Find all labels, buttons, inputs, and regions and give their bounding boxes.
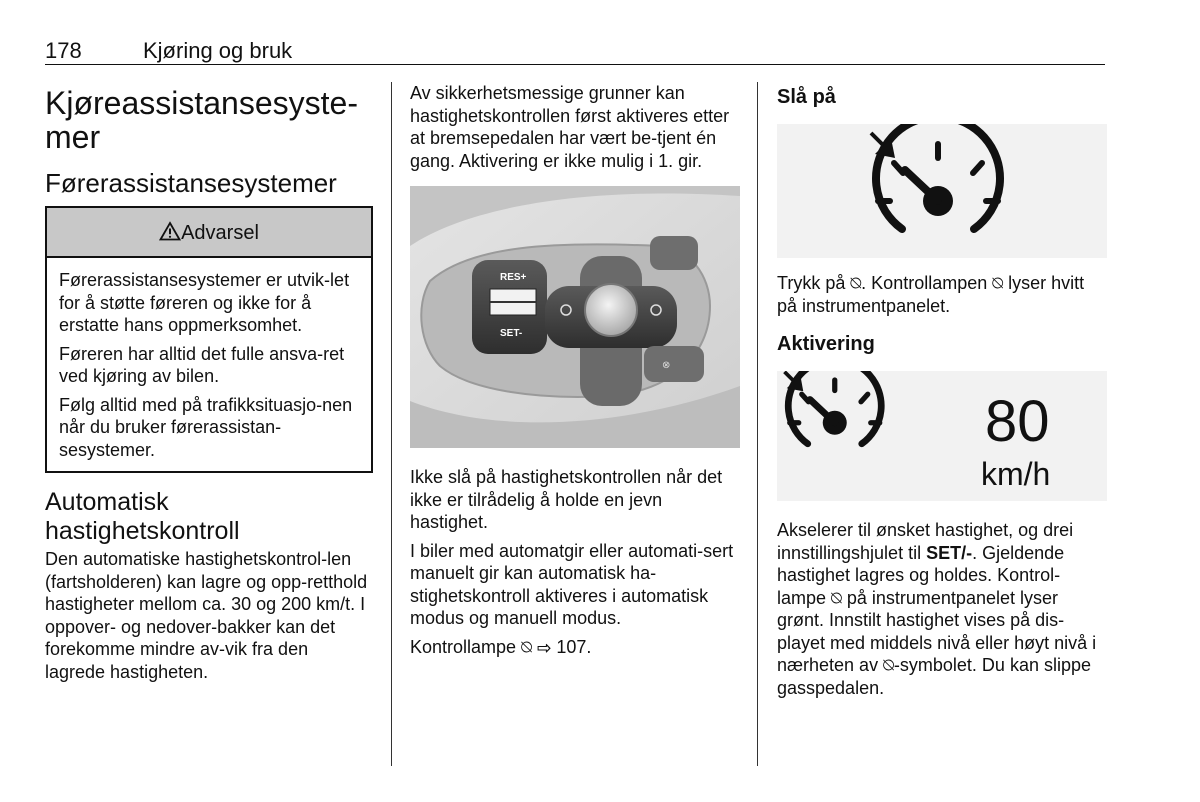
res-label: RES+ (500, 272, 527, 283)
warning-box (45, 206, 373, 473)
warning-paragraph: Førerassistansesystemer er utvik-let for å støtte føreren og ikke for å erstatte hans oppmerksomhet. (59, 270, 350, 335)
body-text-fragment: lyser hvitt på instrumentpanelet. (777, 273, 1085, 316)
warning-body (47, 258, 371, 471)
cross-reference-label: Kontrollampe (410, 636, 517, 657)
section-heading (45, 488, 373, 546)
warning-paragraph: Føreren har alltid det fulle ansva-ret ved kjøring av bilen. (59, 343, 345, 386)
cruise-control-active-graphic (777, 371, 1107, 501)
column-1 (45, 82, 373, 683)
section-heading-line: hastighetskontroll (45, 517, 240, 545)
body-text-fragment: på instrumentpanelet lyser grønt. Innstilt hastighet vises på dis-playet med middels nivå eller høyt nivå i nærheten av (777, 587, 1097, 675)
chapter-title (45, 86, 373, 154)
body-text (777, 519, 1107, 699)
cruise-control-symbol-icon: ⍉ (831, 587, 842, 608)
body-text-fragment: Trykk på (777, 273, 846, 293)
body-text-fragment: -symbolet. Du kan slippe gasspedalen. (777, 655, 1091, 698)
body-text: Den automatiske hastighetskontrol-len (fartsholderen) kan lagre og opp-retthold hastigheter mellom ca. 30 og 200 km/t. I oppover- og nedover-bakker kan det forekomme mindre av-vik fra den lagrede hastigheten. (45, 549, 368, 682)
steering-wheel-controls-image (410, 186, 740, 448)
chapter-title-line: mer (45, 119, 101, 155)
column-3 (777, 82, 1107, 699)
svg-text:⊗: ⊗ (662, 360, 671, 371)
cruise-control-symbol-icon: ⍉ (883, 655, 894, 675)
chapter-title-line: Kjøreassistansesyste- (45, 85, 358, 121)
speedometer-icon (777, 124, 1107, 258)
section-heading-line: Automatisk (45, 488, 169, 516)
cruise-control-symbol-icon: ⍉ (992, 273, 1004, 293)
cruise-control-symbol-icon: ⍉ (850, 273, 862, 293)
column-divider (391, 82, 392, 766)
subsection-heading: Slå på (777, 86, 836, 108)
set-label: SET- (500, 328, 523, 339)
column-2 (410, 82, 740, 658)
body-text (777, 272, 1107, 317)
body-text-fragment: . Gjeldende hastighet lagres og holdes. Kontrol-lampe (777, 542, 1065, 608)
page-reference-number: 107. (556, 636, 592, 657)
cross-reference (410, 636, 740, 659)
warning-triangle-icon (159, 221, 181, 241)
cruise-control-symbol-icon: ⍉ (521, 636, 532, 657)
cruise-control-on-graphic (777, 124, 1107, 258)
subsection-heading: Aktivering (777, 333, 875, 355)
intro-text: Av sikkerhetsmessige grunner kan hastighetskontrollen først aktiveres etter at bremsepedalen har vært be-tjent én gang. Aktivering er ikke mulig i 1. gir. (410, 83, 730, 171)
subtitle: Førerassistansesystemer (45, 168, 337, 198)
body-text: Ikke slå på hastighetskontrollen når det ikke er tilrådelig å holde en jevn hastighet. (410, 467, 723, 532)
warning-header (47, 208, 371, 258)
speed-unit: km/h (981, 456, 1051, 492)
page-number: 178 (45, 38, 82, 63)
page-header (45, 38, 1105, 65)
column-divider (757, 82, 758, 766)
body-text-fragment: Akselerer til ønsket hastighet, og drei innstillingshjulet til (777, 520, 1074, 563)
warning-paragraph: Følg alltid med på trafikksituasjo-nen når du bruker førerassistan-sesystemer. (59, 394, 353, 460)
steering-wheel-illustration (410, 186, 740, 448)
page-reference-arrow-icon: ⇨ (536, 636, 552, 657)
speed-display (777, 371, 1107, 501)
section-title: Kjøring og bruk (143, 38, 293, 63)
set-button-label: SET/- (926, 542, 973, 563)
warning-title: Advarsel (181, 222, 259, 244)
set-speed-value: 80 (985, 389, 1050, 454)
body-text: I biler med automatgir eller automati-sert manuelt gir kan automatisk ha-stighetskontroll aktiveres i automatisk modus og manuell modus. (410, 540, 734, 628)
body-text-fragment: . Kontrollampen (861, 273, 988, 293)
